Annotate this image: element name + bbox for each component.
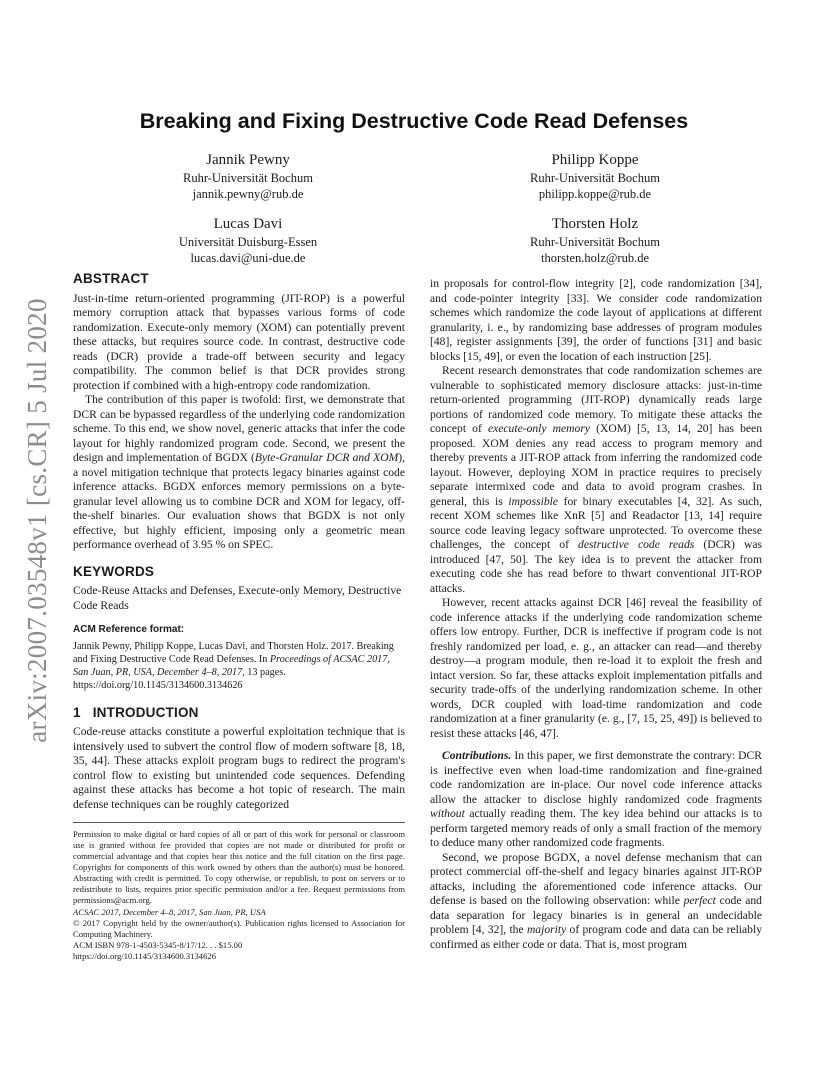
contributions-paragraph: Contributions. In this paper, we first demonstrate the contrary: DCR is ineffective even when load-time randomization and fine-grained code randomization are in-place. Our novel code inference attacks allow the attacker to disclose highly randomized code fragments without actually reading them. The key idea behind our attacks is to perform targeted memory reads of only a small fraction of the memory to deduce many other randomized code fragments. xyxy=(430,749,762,849)
right-paragraph-2: Recent research demonstrates that code randomization schemes are vulnerable to sophisticated memory disclosure attacks: just-in-time return-oriented programming (JIT-ROP) dynamically reads large portions of randomized code memory. To mitigate these attacks the concept of execute-only memory (XOM) [5, 13, 14, 20] has been proposed. XOM denies any read access to program memory and thereby prevents a JIT-ROP attack from inferring the randomized code layout. However, deploying XOM in practice requires to precisely separate intermixed code and data to avoid program crashes. In general, this is impossible for binary executables [4, 32]. As such, recent XOM schemes like XnR [5] and Readactor [13, 14] require source code leaving legacy software unprotected. To overcome these challenges, the concept of destructive code reads (DCR) was introduced [47, 50]. The key idea is to prevent the attacker from executing code she has read before to thwart conventional JIT-ROP attacks. xyxy=(430,364,763,595)
right-paragraph-1: in proposals for control-flow integrity [2], code randomization [34], and code-pointer integrity [33]. We consider code randomization schemes which randomize the code layout of applications at different granularity, i. e., by randomizing base addresses of program modules [48], register assignments [39], the order of functions [31] and basic blocks [15, 49], or even the location of each instruction [25]. xyxy=(430,277,762,363)
introduction-section xyxy=(73,706,405,813)
introduction-heading: 1 INTRODUCTION xyxy=(73,704,199,720)
author-affiliation: Ruhr-Universität Bochum xyxy=(530,171,660,185)
right-column xyxy=(430,277,762,952)
abstract-heading: ABSTRACT xyxy=(73,271,149,286)
arxiv-stamp-text: arXiv:2007.03548v1 [cs.CR] 5 Jul 2020 xyxy=(21,297,52,743)
author-email[interactable]: philipp.koppe@rub.de xyxy=(538,187,652,201)
author-name: Jannik Pewny xyxy=(206,152,290,168)
permission-footnote xyxy=(73,822,405,962)
author-name: Thorsten Holz xyxy=(551,216,639,232)
keywords-section xyxy=(73,565,405,614)
author-email[interactable]: thorsten.holz@rub.de xyxy=(540,251,649,265)
paper-title: Breaking and Fixing Destructive Code Read Defenses xyxy=(139,109,689,133)
arxiv-stamp xyxy=(12,297,62,743)
isbn-line: ACM ISBN 978-1-4503-5345-8/17/12. . . $15.00 xyxy=(73,940,243,950)
introduction-paragraph-1: Code-reuse attacks constitute a powerful exploitation technique that is intensively used to subvert the control flow of modern software [8, 18, 35, 44]. These attacks exploit program bugs to redirect the program's control flow to existing but unintended code sequences. Defending against these attacks has become a hot topic of research. The main defense techniques can be roughly categorized xyxy=(73,725,405,811)
author-name: Lucas Davi xyxy=(213,216,283,232)
author-block-1 xyxy=(118,150,378,202)
copyright-line: © 2017 Copyright held by the owner/author(s). Publication rights licensed to Association for Computing Machinery. xyxy=(73,918,405,939)
author-block-4 xyxy=(465,214,725,266)
author-block-3 xyxy=(118,214,378,266)
author-email[interactable]: jannik.pewny@rub.de xyxy=(192,187,304,201)
keywords-heading: KEYWORDS xyxy=(73,563,155,579)
author-email[interactable]: lucas.davi@uni-due.de xyxy=(190,251,306,265)
footnote-doi[interactable]: https://doi.org/10.1145/3134600.3134626 xyxy=(73,951,216,961)
author-affiliation: Ruhr-Universität Bochum xyxy=(183,171,313,185)
author-affiliation: Ruhr-Universität Bochum xyxy=(530,235,660,249)
acm-reference-heading: ACM Reference format: xyxy=(73,624,185,635)
right-paragraph-5: Second, we propose BGDX, a novel defense mechanism that can protect commercial off-the-shelf and legacy binaries against JIT-ROP attacks, including the aforementioned code inference attacks. Our defense is based on the following observation: while perfect code and data separation for legacy binaries is in general an undecidable problem [4, 32], the majority of program code and data can be reliably confirmed as either code or data. That is, most program xyxy=(430,850,762,951)
right-paragraph-3: However, recent attacks against DCR [46] reveal the feasibility of code inference attacks if the underlying code randomization scheme offers low entropy. Further, DCR is ineffective if program code is not freshly randomized per load, e. g., an attacker can read—and thereby destroy—a program module, then re-load it to exploit the fresh and intact version. So far, these attacks exploit implementation pitfalls and security trade-offs of the underlying randomization scheme. In other words, DCR coupled with load-time randomization and code randomization at a finer granularity (e. g., [7, 15, 25, 49]) is believed to resist these attacks [46, 47]. xyxy=(430,596,762,740)
abstract-paragraph-1: Just-in-time return-oriented programming (JIT-ROP) is a powerful memory corruption attack that bypasses various forms of code randomization. Execute-only memory (XOM) can potentially prevent these attacks, but requires source code. In contrast, destructive code reads (DCR) provide a trade-off between security and legacy compatibility. The common belief is that DCR provides strong protection if combined with a high-entropy code randomization. xyxy=(73,291,405,392)
conference-line: ACSAC 2017, December 4–8, 2017, San Juan, PR, USA xyxy=(73,907,266,917)
acm-reference-text: Jannik Pewny, Philipp Koppe, Lucas Davi, and Thorsten Holz. 2017. Breaking and Fixing Destructive Code Read Defenses. In Proceedings of ACSAC 2017, San Juan, PR, USA, December 4–8, 2017, 13 pages. https://doi.org/10.1145/3134600.3134626 xyxy=(73,640,394,691)
author-affiliation: Universität Duisburg-Essen xyxy=(178,235,318,249)
abstract-paragraph-2: The contribution of this paper is twofold: first, we demonstrate that DCR can be bypassed regardless of the underlying code randomization scheme. To this end, we show novel, generic attacks that infer the code layout for highly randomized program code. Second, we present the design and implementation of BGDX (Byte-Granular DCR and XOM), a novel mitigation technique that protects legacy binaries against code inference attacks. BGDX enforces memory permissions on a byte-granular level allowing us to combine DCR and XOM for legacy, off-the-shelf binaries. Our evaluation shows that BGDX is not only effective, but highly efficient, imposing only a geometric mean performance overhead of 3.95 % on SPEC. xyxy=(73,393,405,551)
author-name: Philipp Koppe xyxy=(551,152,639,168)
acm-reference-doi[interactable]: https://doi.org/10.1145/3134600.3134626 xyxy=(73,679,243,691)
author-block-2 xyxy=(465,150,725,202)
keywords-text: Code-Reuse Attacks and Defenses, Execute-only Memory, Destructive Code Reads xyxy=(73,584,402,612)
contributions-runin: Contributions. xyxy=(442,749,512,762)
permission-text: Permission to make digital or hard copies of all or part of this work for personal or classroom use is granted without fee provided that copies are not made or distributed for profit or commercial advantage and that copies bear this notice and the full citation on the first page. Copyrights for components of this work owned by others than the author(s) must be honored. Abstracting with credit is permitted. To copy otherwise, or republish, to post on servers or to redistribute to lists, requires prior specific permission and/or a fee. Request permissions from permissions@acm.org. xyxy=(73,829,405,905)
left-column xyxy=(73,272,405,962)
